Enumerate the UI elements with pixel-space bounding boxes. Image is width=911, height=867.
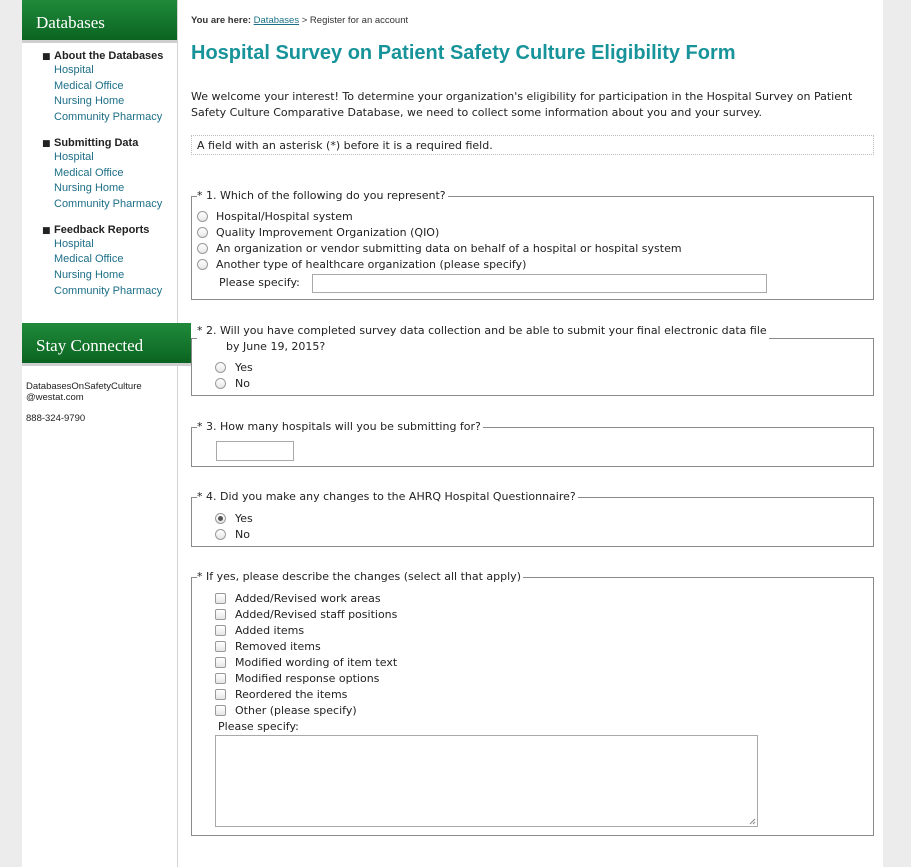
q1-option-vendor[interactable] <box>216 242 682 256</box>
q5-option-other[interactable] <box>235 704 357 718</box>
nav-link-about-medical-office[interactable]: Medical Office <box>54 79 124 92</box>
radio-button[interactable] <box>215 529 226 540</box>
q5-option-staff-positions[interactable] <box>235 608 397 622</box>
breadcrumb <box>191 15 408 26</box>
nav-group-feedback <box>22 224 177 300</box>
option-label: Modified wording of item text <box>235 656 398 669</box>
breadcrumb-label: You are here: <box>191 15 252 26</box>
nav-link-submitting-medical-office[interactable]: Medical Office <box>54 166 124 179</box>
nav-group-title[interactable]: Feedback Reports <box>54 223 150 236</box>
databases-heading: Databases <box>22 0 177 43</box>
option-label: Other (please specify) <box>235 704 357 717</box>
q5-specify-label: Please specify: <box>218 720 299 733</box>
intro-text: We welcome your interest! To determine your organization's eligibility for participation in the Hospital Survey on Patient Safety Culture Comparative Database, we need to collect some information about you and your survey. <box>191 90 853 119</box>
nav-group-about <box>22 50 177 126</box>
option-label: No <box>235 528 250 541</box>
checkbox[interactable] <box>215 705 226 716</box>
contact-phone: 888-324-9790 <box>26 413 86 424</box>
radio-button[interactable] <box>197 211 208 222</box>
sidebar <box>22 0 178 867</box>
nav-link-submitting-nursing-home[interactable]: Nursing Home <box>54 182 125 195</box>
q2-option-no[interactable] <box>235 377 250 391</box>
nav-group-submitting <box>22 137 177 213</box>
question-3 <box>191 420 874 467</box>
nav-link-feedback-nursing-home[interactable]: Nursing Home <box>54 269 125 282</box>
question-1-legend: * 1. Which of the following do you represent? <box>197 189 446 202</box>
question-3-legend: * 3. How many hospitals will you be submitting for? <box>197 420 481 433</box>
question-2-legend: * 2. Will you have completed survey data collection and be able to submit your final electronic data file <box>197 324 767 337</box>
breadcrumb-link-databases[interactable]: Databases <box>253 15 300 26</box>
q5-option-work-areas[interactable] <box>235 592 381 606</box>
radio-button[interactable] <box>197 243 208 254</box>
option-label: Removed items <box>235 640 321 653</box>
nav-link-about-community-pharmacy[interactable]: Community Pharmacy <box>54 111 163 124</box>
nav-link-feedback-hospital[interactable]: Hospital <box>54 237 94 250</box>
question-4-legend: * 4. Did you make any changes to the AHRQ Hospital Questionnaire? <box>197 490 576 503</box>
q1-option-qio[interactable] <box>216 226 439 240</box>
contact-email[interactable]: DatabasesOnSafetyCulture @westat.com <box>26 381 142 403</box>
option-label: Yes <box>235 361 253 374</box>
checkbox[interactable] <box>215 657 226 668</box>
option-label: Added/Revised staff positions <box>235 608 398 621</box>
option-label: An organization or vendor submitting data on behalf of a hospital or hospital system <box>216 242 682 255</box>
checkbox[interactable] <box>215 689 226 700</box>
page-title: Hospital Survey on Patient Safety Culture Eligibility Form <box>191 42 736 64</box>
nav-group-title[interactable]: About the Databases <box>54 50 164 62</box>
required-notice: A field with an asterisk (*) before it is a required field. <box>191 135 874 155</box>
question-2-legend-line2: by June 19, 2015? <box>226 340 326 353</box>
q1-option-hospital[interactable] <box>216 210 353 224</box>
option-label: Added items <box>235 624 305 637</box>
q5-option-modified-response[interactable] <box>235 672 379 686</box>
bullet-icon: ■ <box>42 138 51 149</box>
nav-link-submitting-hospital[interactable]: Hospital <box>54 150 94 163</box>
nav-link-about-hospital[interactable]: Hospital <box>54 64 94 76</box>
sidebar-nav <box>22 50 177 310</box>
q4-option-no[interactable] <box>235 528 250 542</box>
checkbox[interactable] <box>215 593 226 604</box>
q1-option-other[interactable] <box>216 258 526 272</box>
checkbox[interactable] <box>215 625 226 636</box>
radio-button[interactable] <box>215 362 226 373</box>
checkbox[interactable] <box>215 609 226 620</box>
q5-option-modified-wording[interactable] <box>235 656 397 670</box>
question-2 <box>191 324 874 396</box>
question-5-legend: * If yes, please describe the changes (select all that apply) <box>197 570 521 583</box>
nav-link-about-nursing-home[interactable]: Nursing Home <box>54 95 125 108</box>
q5-specify-textarea[interactable] <box>215 735 758 827</box>
resize-handle-icon[interactable] <box>749 818 756 825</box>
nav-link-submitting-community-pharmacy[interactable]: Community Pharmacy <box>54 197 163 210</box>
option-label: Hospital/Hospital system <box>216 210 353 223</box>
page <box>22 0 883 867</box>
option-label: Yes <box>235 512 253 525</box>
option-label: Modified response options <box>235 672 380 685</box>
option-label: Reordered the items <box>235 688 348 701</box>
radio-button[interactable] <box>197 227 208 238</box>
option-label: Quality Improvement Organization (QIO) <box>216 226 440 239</box>
question-5 <box>191 570 874 836</box>
q1-specify-input[interactable] <box>312 274 767 293</box>
checkbox[interactable] <box>215 673 226 684</box>
q1-specify-label: Please specify: <box>219 276 300 289</box>
nav-link-feedback-medical-office[interactable]: Medical Office <box>54 253 124 266</box>
q5-option-added-items[interactable] <box>235 624 304 638</box>
radio-button-selected[interactable] <box>215 513 226 524</box>
breadcrumb-separator: > <box>301 15 308 26</box>
option-label: Added/Revised work areas <box>235 592 381 605</box>
option-label: Another type of healthcare organization (please specify) <box>216 258 527 271</box>
bullet-icon: ■ <box>42 52 51 62</box>
radio-button[interactable] <box>215 378 226 389</box>
q5-option-reordered[interactable] <box>235 688 347 702</box>
q5-option-removed-items[interactable] <box>235 640 321 654</box>
breadcrumb-current: Register for an account <box>309 15 409 26</box>
q3-hospital-count-input[interactable] <box>216 441 294 461</box>
checkbox[interactable] <box>215 641 226 652</box>
radio-button[interactable] <box>197 259 208 270</box>
question-4 <box>191 490 874 547</box>
q2-option-yes[interactable] <box>235 361 253 375</box>
nav-link-feedback-community-pharmacy[interactable]: Community Pharmacy <box>54 284 163 297</box>
q4-option-yes[interactable] <box>235 512 253 526</box>
stay-connected-heading: Stay Connected <box>22 323 191 366</box>
option-label: No <box>235 377 250 390</box>
nav-group-title[interactable]: Submitting Data <box>54 136 139 149</box>
question-1 <box>191 189 874 300</box>
bullet-icon: ■ <box>42 225 51 236</box>
